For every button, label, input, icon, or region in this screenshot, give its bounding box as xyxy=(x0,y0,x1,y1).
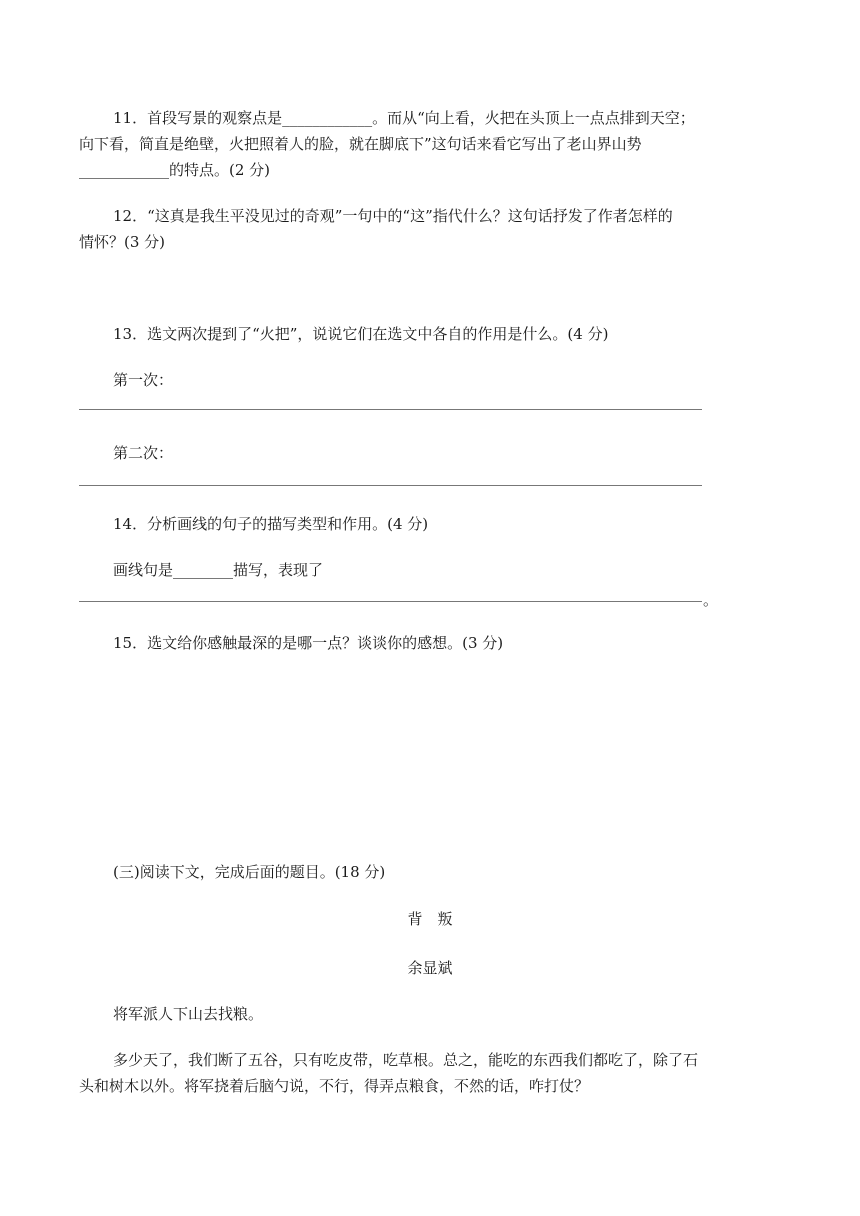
q13-second-label: 第二次： xyxy=(113,444,174,462)
article-paragraph-2-line-1: 多少天了，我们断了五谷，只有吃皮带，吃草根。总之，能吃的东西我们都吃了，除了石 xyxy=(113,1051,699,1069)
q12-line-2: 情怀？(3 分) xyxy=(79,233,166,251)
q13-question: 13．选文两次提到了“火把”，说说它们在选文中各自的作用是什么。(4 分) xyxy=(113,325,609,343)
q12-line-1: 12．“这真是我生平没见过的奇观”一句中的“这”指代什么？这句话抒发了作者怎样的 xyxy=(113,207,673,225)
q15-question: 15．选文给你感触最深的是哪一点？谈谈你的感想。(3 分) xyxy=(113,634,504,652)
article-title: 背 叛 xyxy=(407,910,453,928)
q11-line-3: ____________的特点。(2 分) xyxy=(79,161,271,179)
section-3-intro: (三)阅读下文，完成后面的题目。(18 分) xyxy=(113,863,386,881)
q13-first-label: 第一次： xyxy=(113,371,174,389)
article-paragraph-1: 将军派人下山去找粮。 xyxy=(113,1005,264,1023)
q13-first-answer-line[interactable] xyxy=(79,409,702,410)
q14-answer-prompt: 画线句是________描写，表现了 xyxy=(113,561,324,579)
q14-question: 14．分析画线的句子的描写类型和作用。(4 分) xyxy=(113,515,429,533)
q14-answer-line[interactable] xyxy=(79,601,702,602)
q11-line-1: 11．首段写景的观察点是____________。而从“向上看，火把在头顶上一点点排到天空； xyxy=(113,109,695,127)
q14-end-mark: 。 xyxy=(703,591,719,609)
q13-second-answer-line[interactable] xyxy=(79,485,702,486)
q11-line-2: 向下看，简直是绝壁，火把照着人的脸，就在脚底下”这句话来看它写出了老山界山势 xyxy=(79,135,642,153)
article-paragraph-2-line-2: 头和树木以外。将军挠着后脑勺说，不行，得弄点粮食，不然的话，咋打仗？ xyxy=(79,1077,590,1095)
article-author: 余显斌 xyxy=(407,959,453,977)
